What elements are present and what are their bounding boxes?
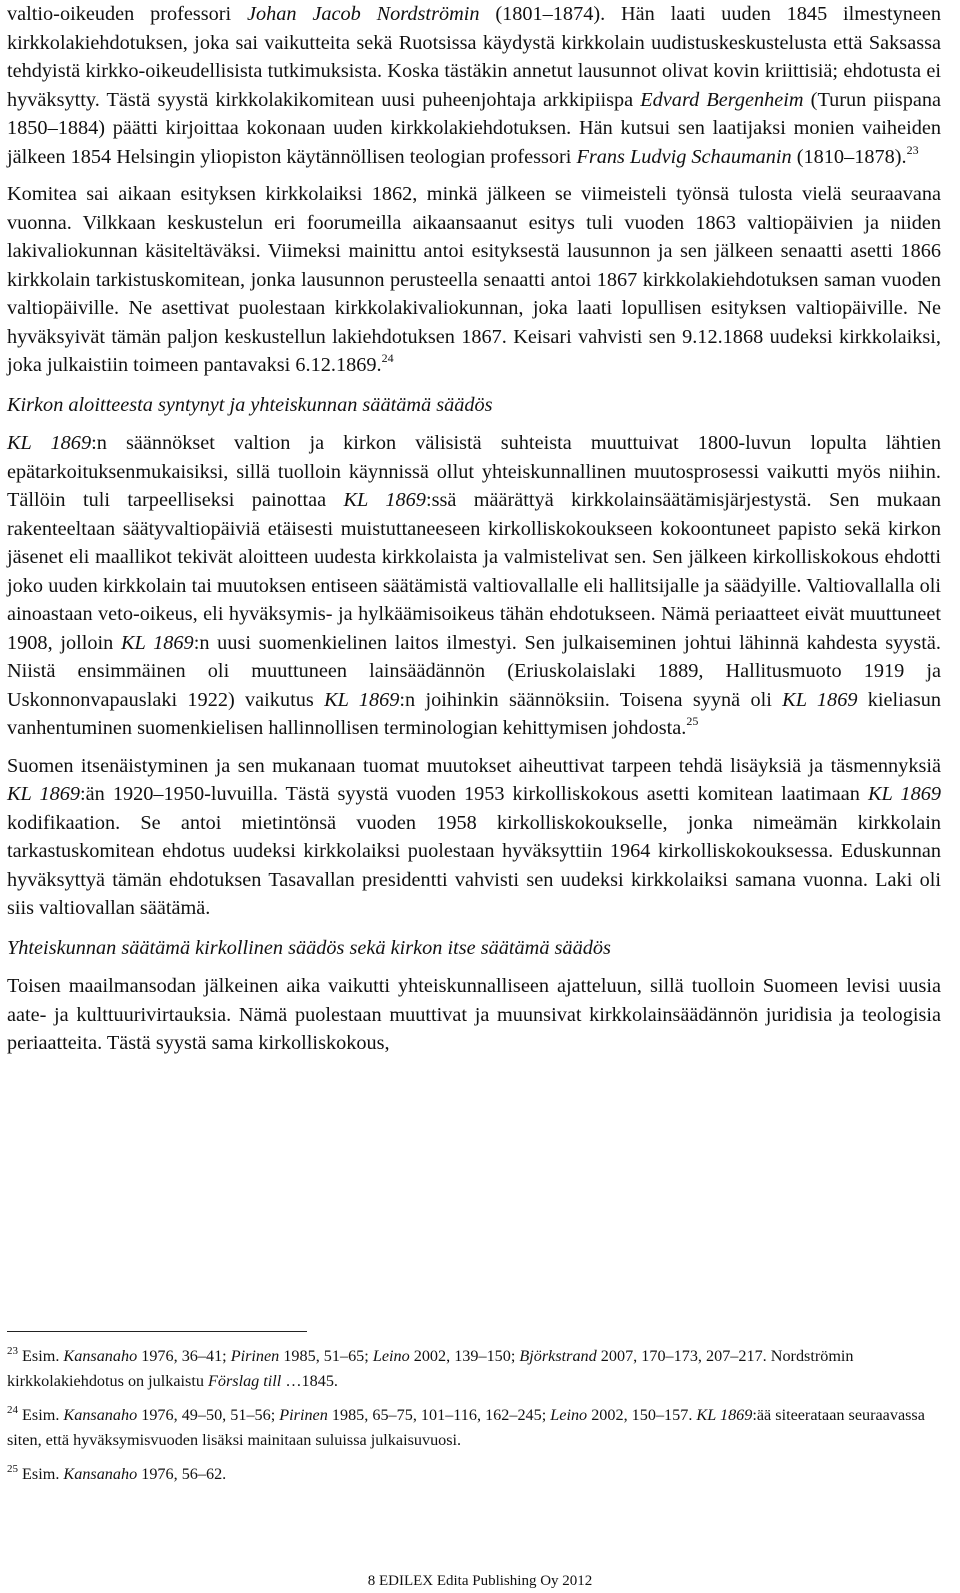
text-run: Komitea sai aikaan esityksen kirkkolaiksi 1862, minkä jälkeen se viimeisteli työnsä tulosta vielä seuraavana vuonna. Vilkkaan keskustelun eri foorumeilla aikaansaanut esitys tuli vuoden 1863 valtiopäivien ja niiden lakivaliokunnan käsiteltäväksi. Viimeksi mainittu antoi esityksestä lausunnon ja sen jälkeen senaatti asetti 1866 kirkkolain tarkistuskomitean, jonka lausunnon perusteella senaatti antoi 1867 kirkkolakiehdotuksen saman vuoden valtiopäiville. Ne asettivat puolestaan kirkkolakivaliokunnan, joka laati lopullisen esityksen valtiopäiville. Ne hyväksyivät tämän paljon keskustellun lakiehdotuksen 1867. Keisari vahvisti sen 9.12.1868 uudeksi kirkkolaiksi, joka julkaistiin toimeen pantavaksi 6.12.1869. (7, 183, 941, 376)
text-run: :ää siteerataan seuraavassa siten, että hyväksymisvuoden lisäksi mainitaan suluissa julkaisuvuosi. (7, 1406, 925, 1449)
italic-text: KL 1869 (867, 783, 941, 805)
footnote-ref: 24 (7, 1404, 18, 1416)
italic-text: Pirinen (279, 1406, 328, 1424)
italic-text: KL 1869 (324, 688, 400, 711)
text-run: Esim. (18, 1465, 64, 1483)
italic-text: KL 1869 (782, 688, 858, 711)
italic-text: KL 1869 (121, 631, 194, 654)
footnote-separator (7, 1331, 307, 1332)
text-run: :n säännökset valtion ja kirkon välisistä suhteista muuttuivat 1800-luvun lopulta lähtien epätarkoituksenmukaisiksi, sillä tuolloin käynnissä ollut yhteiskunnallinen muutosprosessi vaikutti myös niihin. Tällöin tuli tarpeelliseksi painottaa (7, 432, 941, 511)
text-run: (1810–1878). (791, 145, 907, 168)
body-paragraph (7, 972, 941, 1058)
italic-text: KL 1869 (7, 783, 81, 805)
italic-text: Pirinen (230, 1347, 280, 1365)
body-paragraph (7, 180, 941, 380)
italic-text: Kansanaho (63, 1465, 138, 1483)
text-run: 2007, 170–173, 207–217. Nordströmin kirkkolakiehdotus on julkaistu (7, 1347, 854, 1390)
footnote-ref: 25 (7, 1463, 18, 1475)
text-run: :n uusi suomenkielinen laitos ilmestyi. Sen julkaiseminen johtui lähinnä kahdesta syystä. Niistä ensimmäinen oli muuttuneen lainsäädännön (Eriuskolaislaki 1889, Hallitusmuoto 1919 ja Uskonnonvapauslaki 1922) vaikutus (7, 631, 941, 711)
text-run: (1801–1874). Hän laati uuden 1845 ilmestyneen kirkkolakiehdotuksen, joka sai vaikutteita sekä Ruotsissa käydystä kirkkolain uudistuskeskustelusta että Saksassa tehdyistä kirkko-oikeudellisista tutkimuksista. Koska tästäkin annetut lausunnot olivat kovin kriittisiä; ehdotusta ei hyväksytty. Tästä syystä kirkkolakikomitean uusi puheenjohtaja arkkipiispa (7, 3, 942, 111)
italic-text: Frans Ludvig Schaumanin (576, 145, 792, 168)
italic-text: KL 1869 (7, 432, 92, 454)
italic-text: Leino (372, 1347, 410, 1365)
text-run: :n joihinkin säännöksiin. Toisena syynä oli (399, 688, 783, 711)
text-run: :än 1920–1950-luvuilla. Tästä syystä vuoden 1953 kirkolliskokous asetti komitean laatimaan (80, 783, 868, 805)
section-heading: Kirkon aloitteesta syntynyt ja yhteiskunnan säätämä säädös (7, 393, 493, 416)
page-footer: 8 EDILEX Edita Publishing Oy 2012 (367, 1573, 593, 1589)
italic-text: Kansanaho (63, 1347, 138, 1365)
footnote-ref: 23 (7, 1345, 18, 1357)
page-body (7, 0, 941, 1058)
footnotes (7, 1344, 941, 1497)
text-run: 1976, 36–41; (137, 1347, 231, 1365)
body-paragraph (7, 429, 941, 743)
text-run: 1985, 65–75, 101–116, 162–245; (327, 1406, 551, 1424)
footnote (7, 1403, 941, 1452)
text-run: valtio-oikeuden professori (7, 3, 247, 25)
text-run: kieliasun vanhentuminen suomenkielisen hallinnollisen terminologian kehittymisen johdosta. (7, 688, 942, 739)
section-heading: Yhteiskunnan säätämä kirkollinen säädös sekä kirkon itse säätämä säädös (7, 936, 611, 959)
footnote-ref: 24 (381, 351, 394, 365)
italic-text: Johan Jacob Nordströmin (247, 3, 480, 25)
italic-text: Leino (550, 1406, 588, 1424)
text-run: (Turun piispana 1850–1884) päätti kirjoittaa kokonaan uuden kirkkolakiehdotuksen. Hän kutsui sen laatijaksi monien vaiheiden jälkeen 1854 Helsingin yliopiston käytännöllisen teologian professori (7, 88, 941, 168)
footnote (7, 1462, 941, 1487)
footnote (7, 1344, 941, 1393)
text-run: 1976, 49–50, 51–56; (137, 1406, 280, 1424)
body-paragraph (7, 752, 941, 923)
italic-text: Kansanaho (63, 1406, 138, 1424)
italic-text: KL 1869 (343, 489, 426, 511)
footnote-ref: 25 (686, 714, 699, 728)
text-run: 1976, 56–62. (137, 1465, 227, 1483)
text-run: Suomen itsenäistyminen ja sen mukanaan tuomat muutokset aiheuttivat tarpeen tehdä lisäyksiä ja täsmennyksiä (7, 754, 941, 777)
text-run: 1985, 51–65; (279, 1347, 373, 1365)
text-run: 2002, 139–150; (409, 1347, 520, 1365)
text-run: 2002, 150–157. (587, 1406, 697, 1424)
italic-text: Björkstrand (519, 1347, 597, 1365)
text-run: :ssä määrättyä kirkkolainsäätämisjärjestystä. Sen mukaan rakenteeltaan säätyvaltiopäiviä etäisesti muistuttaneeseen kirkolliskokoukseen kokoontuneet papisto sekä kirkon jäsenet eli maallikot tekivät aloitteen uudesta kirkkolaista ja valmistelivat sen. Sen jälkeen kirkolliskokous ehdotti joko uuden kirkkolain tai muutoksen entiseen säätämistä valtiovallalle eli hallitsijalle ja säädyille. Valtiovallalla oli ainoastaan veto-oikeus, eli hyväksymis- ja hylkäämisoikeus tähän ehdotukseen. Nämä periaatteet eivät muuttuneet 1908, jolloin (7, 489, 941, 654)
italic-text: KL 1869 (696, 1406, 753, 1424)
text-run: Esim. (18, 1406, 64, 1424)
text-run: kodifikaation. Se antoi mietintönsä vuoden 1958 kirkolliskokoukselle, jonka nimeämän kirkkolain tarkastuskomitean ehdotus uudeksi kirkkolaiksi puolestaan hyväksyttiin 1964 kirkolliskokouksessa. Eduskunnan hyväksyttyä tämän ehdotuksen Tasavallan presidentti vahvisti sen uudeksi kirkkolaiksi samana vuonna. Laki oli siis valtiovallan säätämä. (7, 811, 941, 919)
text-run: Toisen maailmansodan jälkeinen aika vaikutti yhteiskunnalliseen ajatteluun, sillä tuolloin Suomeen levisi uusia aate- ja kulttuurivirtauksia. Nämä puolestaan muuttivat ja muunsivat kirkkolainsäädännön juridisia ja teologisia periaatteita. Tästä syystä sama kirkolliskokous, (7, 975, 941, 1054)
italic-text: Edvard Bergenheim (640, 88, 804, 111)
italic-text: Förslag till (207, 1371, 282, 1390)
body-paragraph (7, 0, 941, 171)
text-run: Esim. (18, 1347, 64, 1365)
footnote-ref: 23 (906, 142, 919, 157)
text-run: …1845. (281, 1371, 338, 1390)
